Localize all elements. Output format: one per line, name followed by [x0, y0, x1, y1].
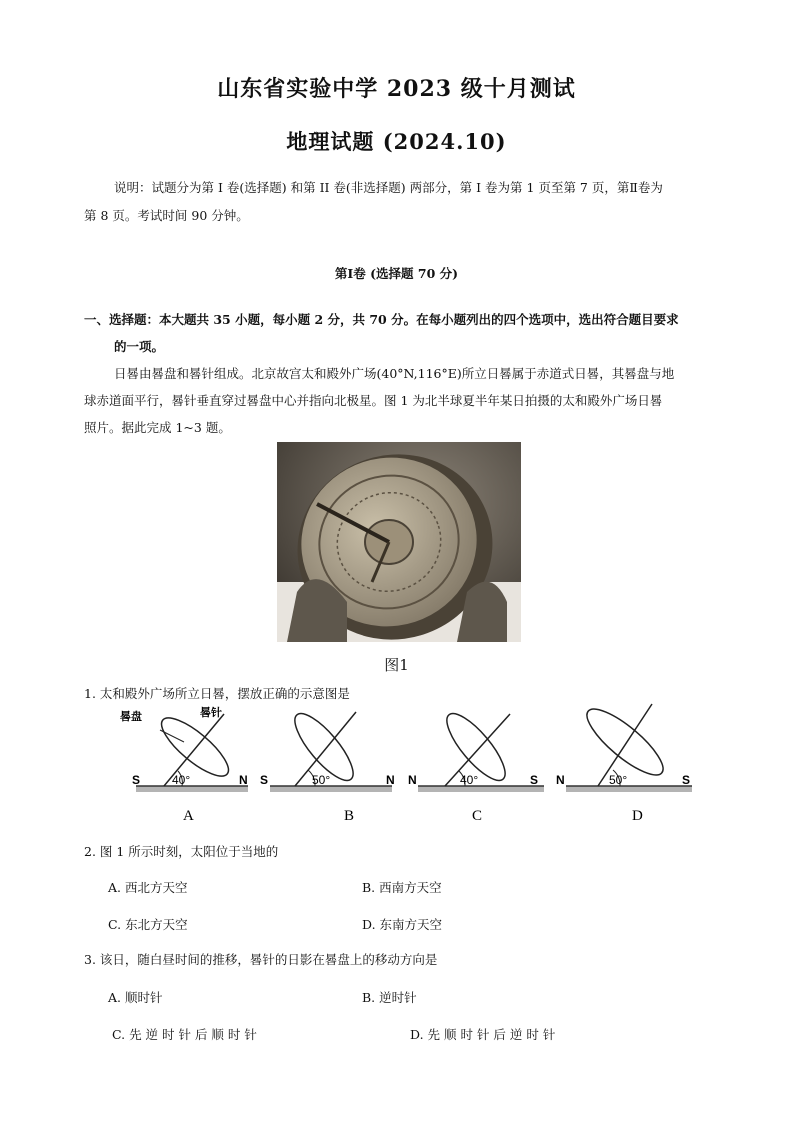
figure-caption: 图1 [384, 656, 409, 674]
part-heading: 第Ⅰ卷 (选择题 70 分) [334, 266, 459, 281]
passage-line-3: 照片。据此完成 1~3 题。 [84, 420, 231, 435]
section-instruction-1: 一、选择题：本大题共 35 小题，每小题 2 分，共 70 分。在每小题列出的四个选项中，选出符合题目要求 [84, 312, 679, 327]
question-3-stem: 3. 该日，随白昼时间的推移，晷针的日影在晷盘上的移动方向是 [84, 952, 438, 967]
diagram-a-left: S [132, 773, 141, 787]
diagram-c [408, 706, 544, 824]
page-title: 山东省实验中学 2023 级十月测试 [217, 76, 576, 102]
passage-line-1: 日晷由晷盘和晷针组成。北京故宫太和殿外广场(40°N,116°E)所立日晷属于赤道式日晷，其晷盘与地 [114, 366, 675, 381]
q3-option-a: A. 顺时针 [108, 990, 163, 1005]
diagram-d-right: S [682, 773, 691, 787]
diagram-b-right: N [386, 773, 395, 787]
diagram-a-letter: A [183, 808, 194, 824]
q3-option-d: D. 先 顺 时 针 后 逆 时 针 [410, 1027, 556, 1042]
q2-option-c: C. 东北方天空 [108, 917, 188, 932]
diagram-b-angle: 50° [312, 773, 331, 787]
question-2-stem: 2. 图 1 所示时刻，太阳位于当地的 [84, 844, 279, 859]
diagram-c-left: N [408, 773, 417, 787]
diagram-d-angle: 50° [609, 773, 628, 787]
q3-option-b: B. 逆时针 [362, 990, 417, 1005]
diagram-c-right: S [530, 773, 539, 787]
section-instruction-2: 的一项。 [114, 339, 165, 354]
page-subtitle: 地理试题 (2024.10) [286, 129, 507, 154]
diagram-d-left: N [556, 773, 565, 787]
diagram-b [260, 706, 395, 824]
passage-line-2: 球赤道面平行，晷针垂直穿过晷盘中心并指向北极星。图 1 为北半球夏半年某日拍摄的太和殿外广场日晷 [84, 393, 663, 408]
q2-option-b: B. 西南方天空 [362, 880, 442, 895]
intro-line-2: 第 8 页。考试时间 90 分钟。 [84, 208, 249, 223]
q3-option-c: C. 先 逆 时 针 后 顺 时 针 [112, 1027, 257, 1042]
diagram-d [556, 700, 692, 824]
label-needle: 晷针 [200, 707, 222, 719]
diagram-a-right: N [239, 773, 248, 787]
diagram-a [120, 705, 248, 824]
diagram-c-angle: 40° [460, 773, 479, 787]
q2-option-a: A. 西北方天空 [108, 880, 188, 895]
label-disc: 晷盘 [120, 711, 142, 723]
diagram-a-angle: 40° [172, 773, 191, 787]
intro-line-1: 说明：试题分为第 I 卷(选择题) 和第 II 卷(非选择题) 两部分，第 I 卷为第 1 页至第 7 页，第Ⅱ卷为 [114, 180, 663, 195]
diagram-d-letter: D [632, 808, 643, 824]
diagram-c-letter: C [472, 808, 483, 824]
q1-diagrams [120, 700, 700, 830]
sundial-photo [277, 442, 521, 642]
q2-option-d: D. 东南方天空 [362, 917, 443, 932]
diagram-b-left: S [260, 773, 269, 787]
question-1-stem: 1. 太和殿外广场所立日晷，摆放正确的示意图是 [84, 686, 350, 701]
diagram-b-letter: B [344, 808, 355, 824]
